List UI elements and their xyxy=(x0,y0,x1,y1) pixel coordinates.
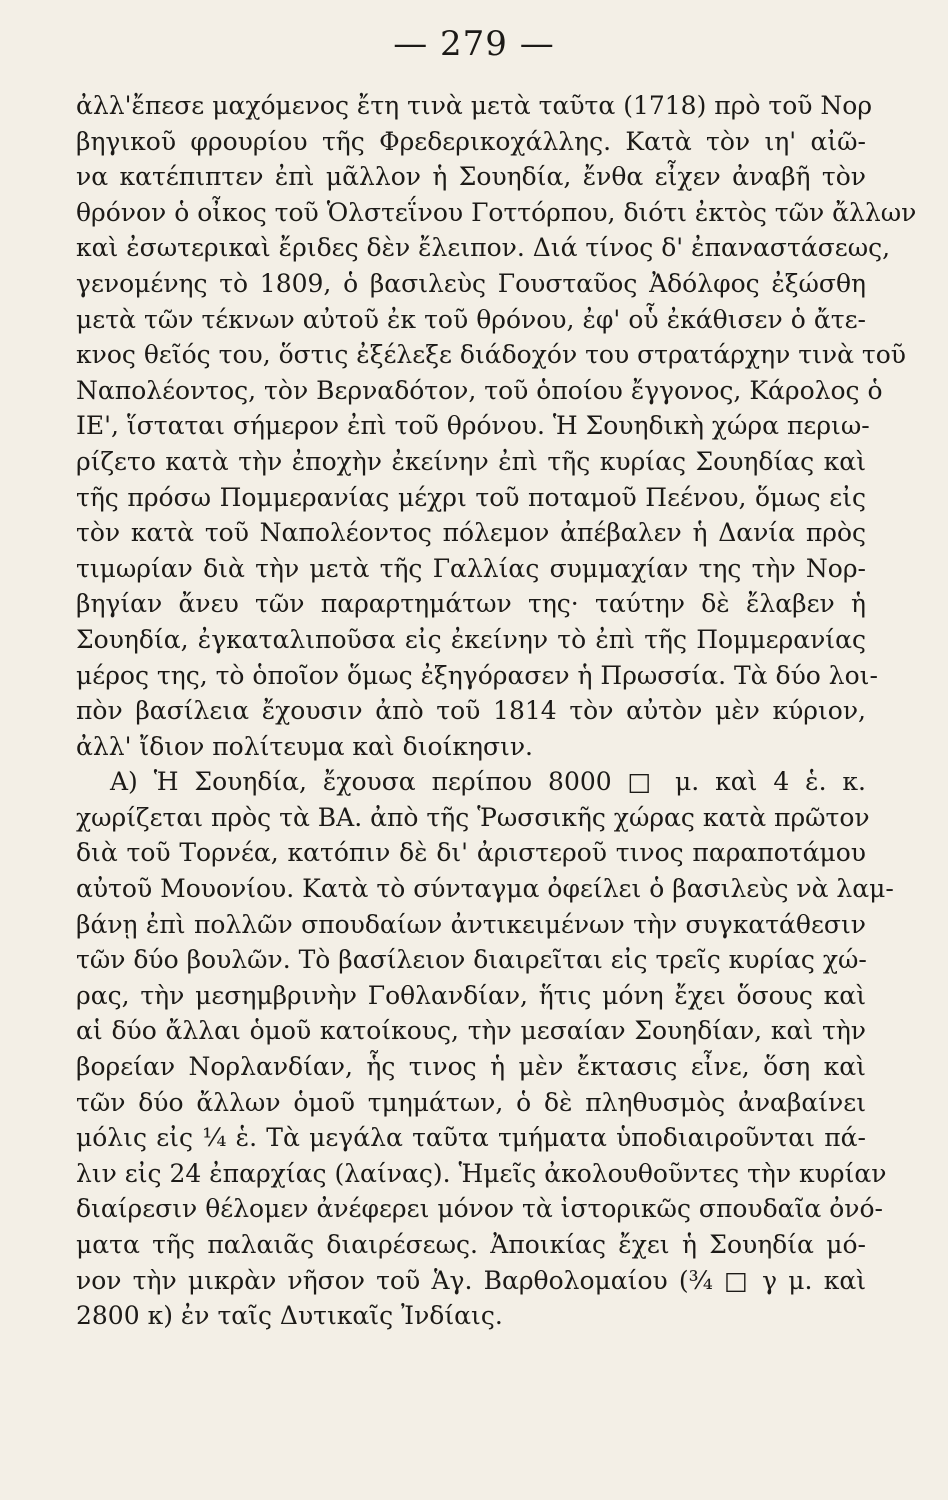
text-line: χωρίζεται πρὸς τὰ ΒΑ. ἀπὸ τῆς Ῥωσσικῆς χώρας κατὰ πρῶτον xyxy=(76,802,870,832)
text-line: διαίρεσιν θέλομεν ἀνέφερει μόνον τὰ ἱστορικῶς σπουδαῖα ὀνό- xyxy=(76,1194,883,1224)
body-text xyxy=(76,88,917,1334)
text-line: καὶ ἐσωτερικαὶ ἔριδες δὲν ἔλειπον. Διά τίνος δ' ἐπαναστάσεως, xyxy=(76,233,891,263)
text-line: ρας, τὴν μεσημβρινὴν Γοθλανδίαν, ἥτις μόνη ἔχει ὅσους καὶ xyxy=(76,980,866,1010)
text-line: βάνῃ ἐπὶ πολλῶν σπουδαίων ἀντικειμένων τὴν συγκατάθεσιν xyxy=(76,909,866,939)
text-line: μετὰ τῶν τέκνων αὐτοῦ ἐκ τοῦ θρόνου, ἐφ' οὗ ἐκάθισεν ὁ ἄτε- xyxy=(76,304,866,334)
text-line: 2800 κ) ἐν ταῖς Δυτικαῖς Ἰνδίαις. xyxy=(76,1301,503,1331)
text-line: ἀλλ' ἴδιον πολίτευμα καὶ διοίκησιν. xyxy=(76,731,534,761)
text-line: βορείαν Νορλανδίαν, ἧς τινος ἡ μὲν ἔκτασις εἶνε, ὅση καὶ xyxy=(76,1052,866,1082)
text-line: τῆς πρόσω Πομμερανίας μέχρι τοῦ ποταμοῦ Πεένου, ὅμως εἰς xyxy=(76,482,866,512)
text-line: να κατέπιπτεν ἐπὶ μᾶλλον ἡ Σουηδία, ἔνθα εἶχεν ἀναβῆ τὸν xyxy=(76,162,866,192)
text-line: κνος θεῖός του, ὅστις ἐξέλεξε διάδοχόν του στρατάρχην τινὰ τοῦ xyxy=(76,340,907,370)
text-line: γενομένης τὸ 1809, ὁ βασιλεὺς Γουσταῦος Ἀδόλφος ἐξώσθη xyxy=(76,268,866,298)
text-line: θρόνον ὁ οἶκος τοῦ Ὁλστεΐνου Γοττόρπου, διότι ἐκτὸς τῶν ἄλλων xyxy=(76,197,917,227)
text-line: αἱ δύο ἄλλαι ὁμοῦ κατοίκους, τὴν μεσαίαν Σουηδίαν, καὶ τὴν xyxy=(76,1016,866,1046)
text-line: πὸν βασίλεια ἔχουσιν ἀπὸ τοῦ 1814 τὸν αὐτὸν μὲν κύριον, xyxy=(76,696,866,726)
text-line: τιμωρίαν διὰ τὴν μετὰ τῆς Γαλλίας συμμαχίαν της τὴν Νορ- xyxy=(76,553,866,583)
text-line: ΙΕ', ἵσταται σήμερον ἐπὶ τοῦ θρόνου. Ἡ Σουηδικὴ χώρα περιω- xyxy=(76,411,870,441)
text-line: Α) Ἡ Σουηδία, ἔχουσα περίπου 8000 □ μ. καὶ 4 ἑ. κ. xyxy=(110,767,866,797)
text-line: ρίζετο κατὰ τὴν ἐποχὴν ἐκείνην ἐπὶ τῆς κυρίας Σουηδίας καὶ xyxy=(76,446,866,476)
text-line: αὐτοῦ Μουονίου. Κατὰ τὸ σύνταγμα ὀφείλει ὁ βασιλεὺς νὰ λαμ- xyxy=(76,874,894,904)
text-line: τὸν κατὰ τοῦ Ναπολέοντος πόλεμον ἀπέβαλεν ἡ Δανία πρὸς xyxy=(76,518,866,548)
text-line: βηγικοῦ φρουρίου τῆς Φρεδερικοχάλλης. Κατὰ τὸν ιη' αἰῶ- xyxy=(76,126,866,156)
text-line: ἀλλ'ἔπεσε μαχόμενος ἔτη τινὰ μετὰ ταῦτα (1718) πρὸ τοῦ Νορ xyxy=(76,91,873,120)
text-line: μέρος της, τὸ ὁποῖον ὅμως ἐξηγόρασεν ἡ Πρωσσία. Τὰ δύο λοι- xyxy=(76,660,878,690)
text-line: λιν εἰς 24 ἐπαρχίας (λαίνας). Ἡμεῖς ἀκολουθοῦντες τὴν κυρίαν xyxy=(76,1158,887,1188)
text-line: βηγίαν ἄνευ τῶν παραρτημάτων της· ταύτην δὲ ἔλαβεν ἡ xyxy=(76,589,866,619)
text-line: τῶν δύο βουλῶν. Τὸ βασίλειον διαιρεῖται εἰς τρεῖς κυρίας χώ- xyxy=(76,945,867,975)
text-line: Σουηδία, ἐγκαταλιποῦσα εἰς ἐκείνην τὸ ἐπὶ τῆς Πομμερανίας xyxy=(76,624,866,654)
text-line: τῶν δύο ἄλλων ὁμοῦ τμημάτων, ὁ δὲ πληθυσμὸς ἀναβαίνει xyxy=(76,1087,866,1117)
page-number: — 279 — xyxy=(393,24,555,64)
text-line: μόλις εἰς ¼ ἑ. Τὰ μεγάλα ταῦτα τμήματα ὑποδιαιροῦνται πά- xyxy=(76,1123,866,1153)
text-line: Ναπολέοντος, τὸν Βερναδότον, τοῦ ὁποίου ἔγγονος, Κάρολος ὁ xyxy=(76,375,883,405)
text-line: νον τὴν μικρὰν νῆσον τοῦ Ἁγ. Βαρθολομαίου (¾ □ γ μ. καὶ xyxy=(76,1265,866,1295)
text-line: διὰ τοῦ Τορνέα, κατόπιν δὲ δι' ἀριστεροῦ τινος παραποτάμου xyxy=(76,838,866,868)
text-line: ματα τῆς παλαιᾶς διαιρέσεως. Ἀποικίας ἔχει ἡ Σουηδία μό- xyxy=(76,1230,866,1259)
